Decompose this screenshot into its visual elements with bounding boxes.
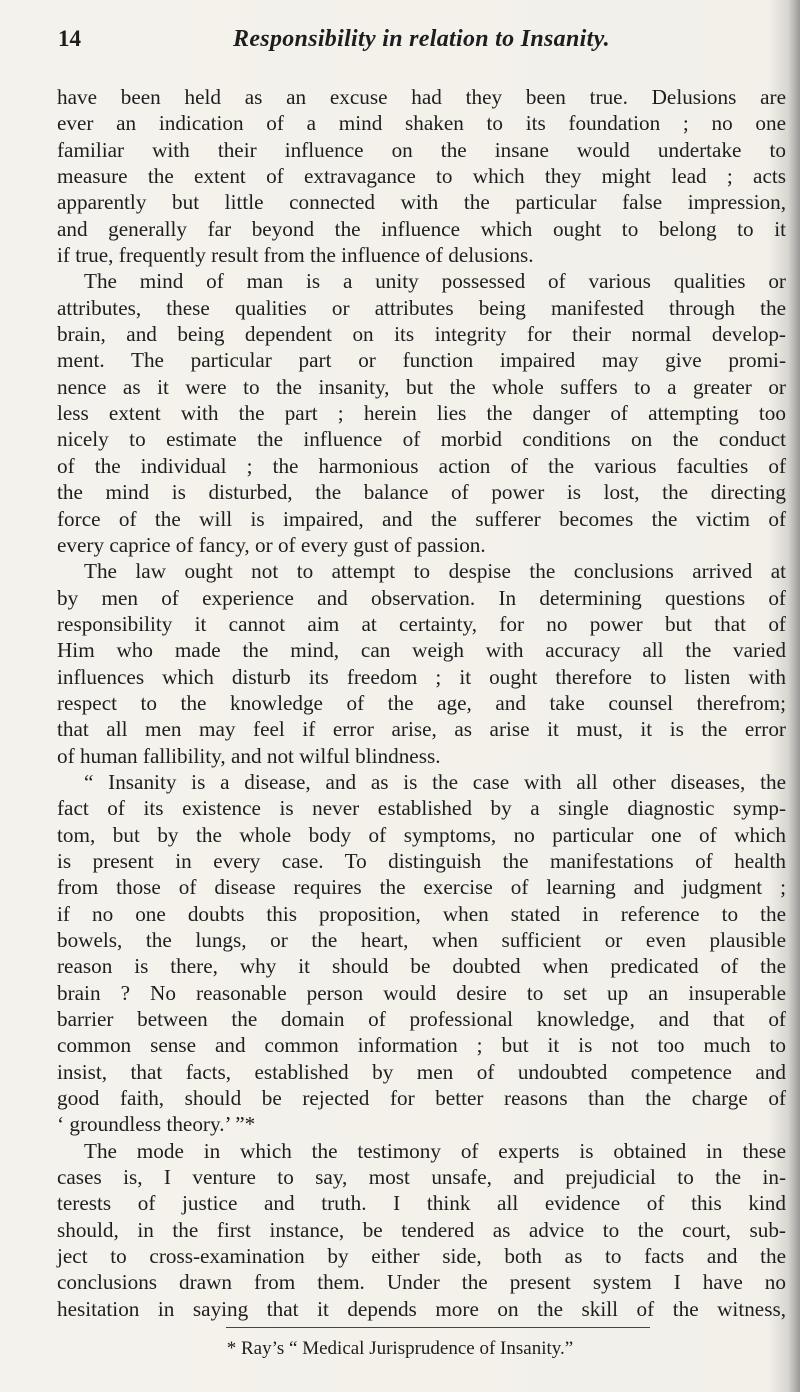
running-header (58, 26, 785, 60)
text-line: ‘ groundless theory.’ ”* (57, 1112, 256, 1137)
text-line: fact of its existence is never established by a single diagnostic symp- (57, 796, 786, 821)
text-line: nence as it were to the insanity, but the whole suffers to a greater or (57, 374, 786, 399)
text-line: The mind of man is a unity possessed of various qualities or (84, 269, 786, 294)
text-line: have been held as an excuse had they been true. Delusions are (57, 85, 786, 109)
text-line: “ Insanity is a disease, and as is the case with all other diseases, the (84, 769, 786, 794)
text-line: force of the will is impaired, and the sufferer becomes the victim of (57, 506, 786, 531)
text-line: the mind is disturbed, the balance of power is lost, the directing (57, 480, 786, 505)
text-line: Him who made the mind, can weigh with accuracy all the varied (57, 638, 786, 663)
text-line: of human fallibility, and not wilful blindness. (57, 743, 441, 768)
text-line: ment. The particular part or function impaired may give promi- (57, 348, 786, 373)
text-line: less extent with the part ; herein lies the danger of attempting too (57, 401, 786, 426)
text-line: if true, frequently result from the influence of delusions. (57, 243, 534, 268)
text-line: influences which disturb its freedom ; it ought therefore to listen with (57, 664, 786, 689)
text-line: The law ought not to attempt to despise the conclusions arrived at (84, 559, 786, 584)
text-line: conclusions drawn from them. Under the present system I have no (57, 1270, 786, 1295)
text-line: if no one doubts this proposition, when stated in reference to the (57, 901, 786, 926)
text-line: barrier between the domain of professional knowledge, and that of (57, 1007, 786, 1032)
text-line: hesitation in saying that it depends more on the skill of the witness, (57, 1296, 786, 1321)
text-line: brain, and being dependent on its integrity for their normal develop- (57, 322, 786, 347)
running-title: Responsibility in relation to Insanity. (233, 26, 610, 52)
text-line: is present in every case. To distinguish the manifestations of health (57, 848, 786, 873)
text-line: good faith, should be rejected for better reasons than the charge of (57, 1086, 786, 1111)
text-line: brain ? No reasonable person would desire to set up an insuperable (57, 980, 786, 1005)
footnote: * Ray’s “ Medical Jurisprudence of Insanity.” (226, 1338, 574, 1359)
footnote-divider (226, 1327, 650, 1328)
text-line: cases is, I venture to say, most unsafe, and prejudicial to the in- (57, 1165, 786, 1190)
text-line: should, in the first instance, be tendered as advice to the court, sub- (57, 1217, 786, 1242)
text-line: from those of disease requires the exercise of learning and judgment ; (57, 875, 786, 900)
text-line: familiar with their influence on the insane would undertake to (57, 137, 786, 162)
text-line: every caprice of fancy, or of every gust of passion. (57, 532, 486, 557)
body-text (57, 84, 786, 1322)
text-line: terests of justice and truth. I think all evidence of this kind (57, 1191, 786, 1216)
text-line: tom, but by the whole body of symptoms, no particular one of which (57, 822, 786, 847)
text-line: responsibility it cannot aim at certainty, for no power but that of (57, 611, 786, 636)
text-line: apparently but little connected with the particular false impression, (57, 190, 786, 215)
text-line: insist, that facts, established by men of undoubted competence and (57, 1059, 786, 1084)
text-line: ject to cross-examination by either side, both as to facts and the (57, 1244, 786, 1269)
text-line: nicely to estimate the influence of morbid conditions on the conduct (57, 427, 786, 452)
text-line: respect to the knowledge of the age, and take counsel therefrom; (57, 690, 786, 715)
text-line: common sense and common information ; but it is not too much to (57, 1033, 786, 1058)
text-line: attributes, these qualities or attributes being manifested through the (57, 295, 786, 320)
text-line: The mode in which the testimony of experts is obtained in these (84, 1138, 786, 1163)
text-line: of the individual ; the harmonious action of the various faculties of (57, 453, 786, 478)
text-line: measure the extent of extravagance to which they might lead ; acts (57, 164, 786, 189)
text-line: reason is there, why it should be doubted when predicated of the (57, 954, 786, 979)
text-line: bowels, the lungs, or the heart, when sufficient or even plausible (57, 928, 786, 952)
text-line: by men of experience and observation. In determining questions of (57, 585, 786, 610)
text-line: that all men may feel if error arise, as arise it must, it is the error (57, 717, 786, 742)
text-line: and generally far beyond the influence which ought to belong to it (57, 216, 786, 241)
page-number: 14 (58, 26, 81, 51)
text-line: ever an indication of a mind shaken to its foundation ; no one (57, 111, 786, 136)
